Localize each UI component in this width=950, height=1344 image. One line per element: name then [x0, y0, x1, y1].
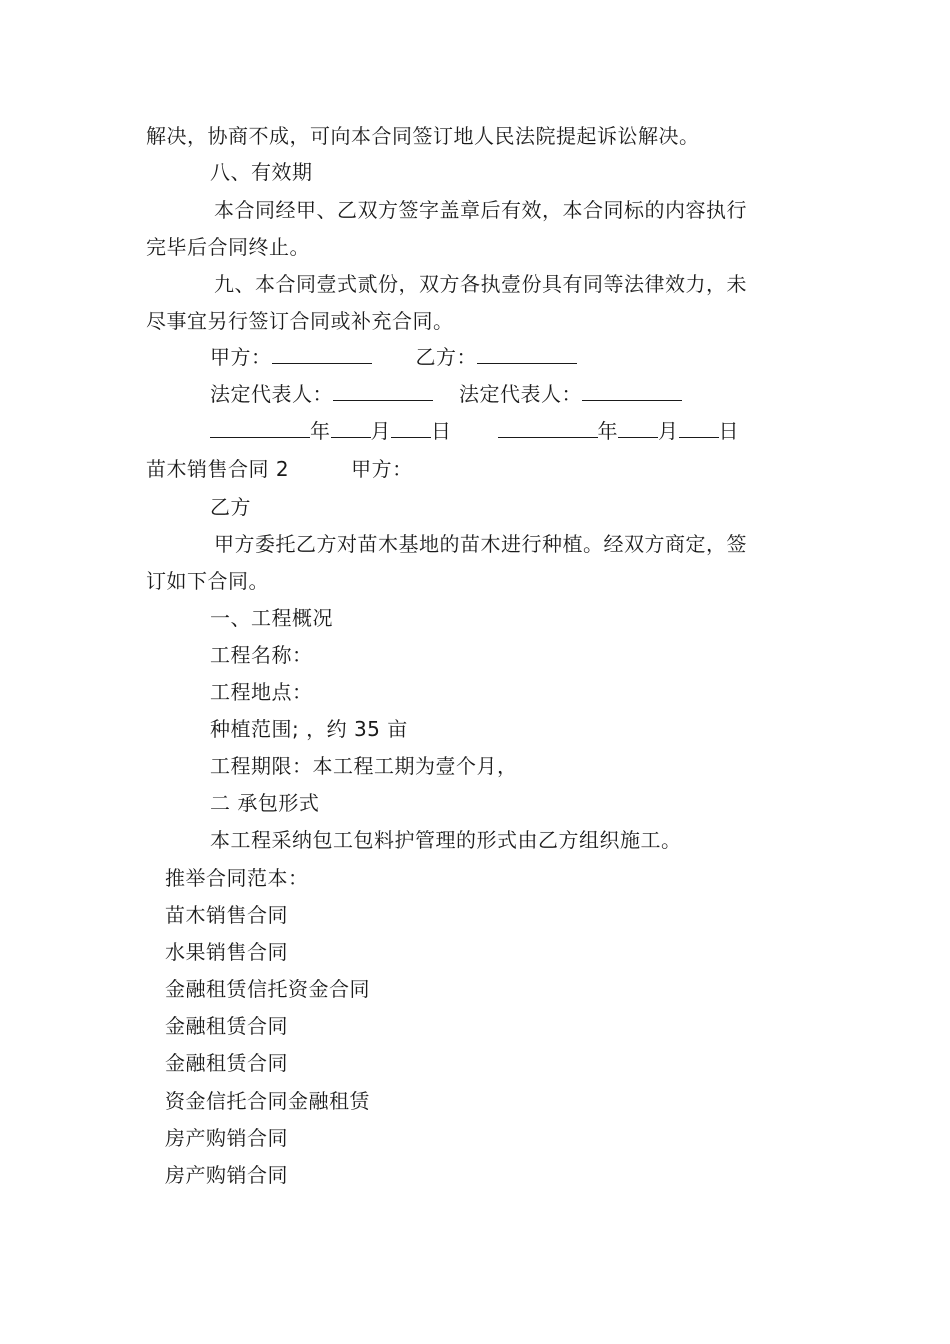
party-b-blank — [477, 345, 577, 364]
signature-rep-row — [210, 382, 682, 406]
month-blank — [331, 419, 371, 438]
legal-rep-a-blank — [333, 382, 433, 401]
year-blank — [210, 419, 310, 438]
paragraph-line: 解决，协商不成，可向本合同签订地人民法院提起诉讼解决。 — [146, 124, 700, 148]
recommend-link[interactable]: 金融租赁合同 — [165, 1051, 288, 1075]
project-period: 工程期限：本工程工期为壹个月， — [210, 754, 518, 778]
contract-title: 苗木销售合同 2 — [146, 457, 290, 481]
year-label: 年 — [310, 419, 331, 443]
party-a-blank — [272, 345, 372, 364]
year-label: 年 — [597, 419, 618, 443]
month-blank — [618, 419, 658, 438]
recommend-link[interactable]: 金融租赁信托资金合同 — [165, 977, 370, 1001]
legal-rep-b-blank — [582, 382, 682, 401]
section-heading: 八、有效期 — [210, 160, 313, 184]
party-b-label: 乙方 — [210, 495, 251, 519]
paragraph-line: 本合同经甲、乙双方签字盖章后有效，本合同标的内容执行 — [214, 198, 747, 222]
day-blank — [679, 419, 719, 438]
section-heading: 一、工程概况 — [210, 606, 333, 630]
recommend-link[interactable]: 金融租赁合同 — [165, 1014, 288, 1038]
recommend-heading: 推举合同范本： — [165, 866, 309, 890]
paragraph-line: 订如下合同。 — [146, 569, 269, 593]
recommend-link[interactable]: 房产购销合同 — [165, 1126, 288, 1150]
paragraph-line: 尽事宜另行签订合同或补充合同。 — [146, 309, 454, 333]
planting-scope: 种植范围; ，约 35 亩 — [210, 717, 408, 741]
project-name: 工程名称： — [210, 643, 313, 667]
section-heading: 二 承包形式 — [210, 791, 320, 815]
day-label: 日 — [718, 419, 739, 443]
party-a-label: 甲方： — [210, 345, 272, 369]
paragraph-line: 甲方委托乙方对苗木基地的苗木进行种植。经双方商定，签 — [214, 532, 747, 556]
recommend-link[interactable]: 苗木销售合同 — [165, 903, 288, 927]
party-b-label: 乙方： — [415, 345, 477, 369]
signature-date-row — [210, 419, 739, 443]
legal-rep-b-label: 法定代表人： — [459, 382, 582, 406]
recommend-link[interactable]: 水果销售合同 — [165, 940, 288, 964]
paragraph-line: 本工程采纳包工包料护管理的形式由乙方组织施工。 — [210, 828, 682, 852]
paragraph-line: 九、本合同壹式贰份，双方各执壹份具有同等法律效力，未 — [214, 272, 747, 296]
party-a-label: 甲方： — [351, 457, 413, 481]
day-blank — [391, 419, 431, 438]
year-blank — [498, 419, 598, 438]
paragraph-line: 完毕后合同终止。 — [146, 235, 310, 259]
project-location: 工程地点： — [210, 680, 313, 704]
month-label: 月 — [658, 419, 679, 443]
recommend-link[interactable]: 房产购销合同 — [165, 1163, 288, 1187]
recommend-link[interactable]: 资金信托合同金融租赁 — [165, 1089, 370, 1113]
signature-party-row — [210, 345, 577, 369]
legal-rep-a-label: 法定代表人： — [210, 382, 333, 406]
day-label: 日 — [431, 419, 452, 443]
contract-title-row — [146, 457, 413, 481]
month-label: 月 — [370, 419, 391, 443]
